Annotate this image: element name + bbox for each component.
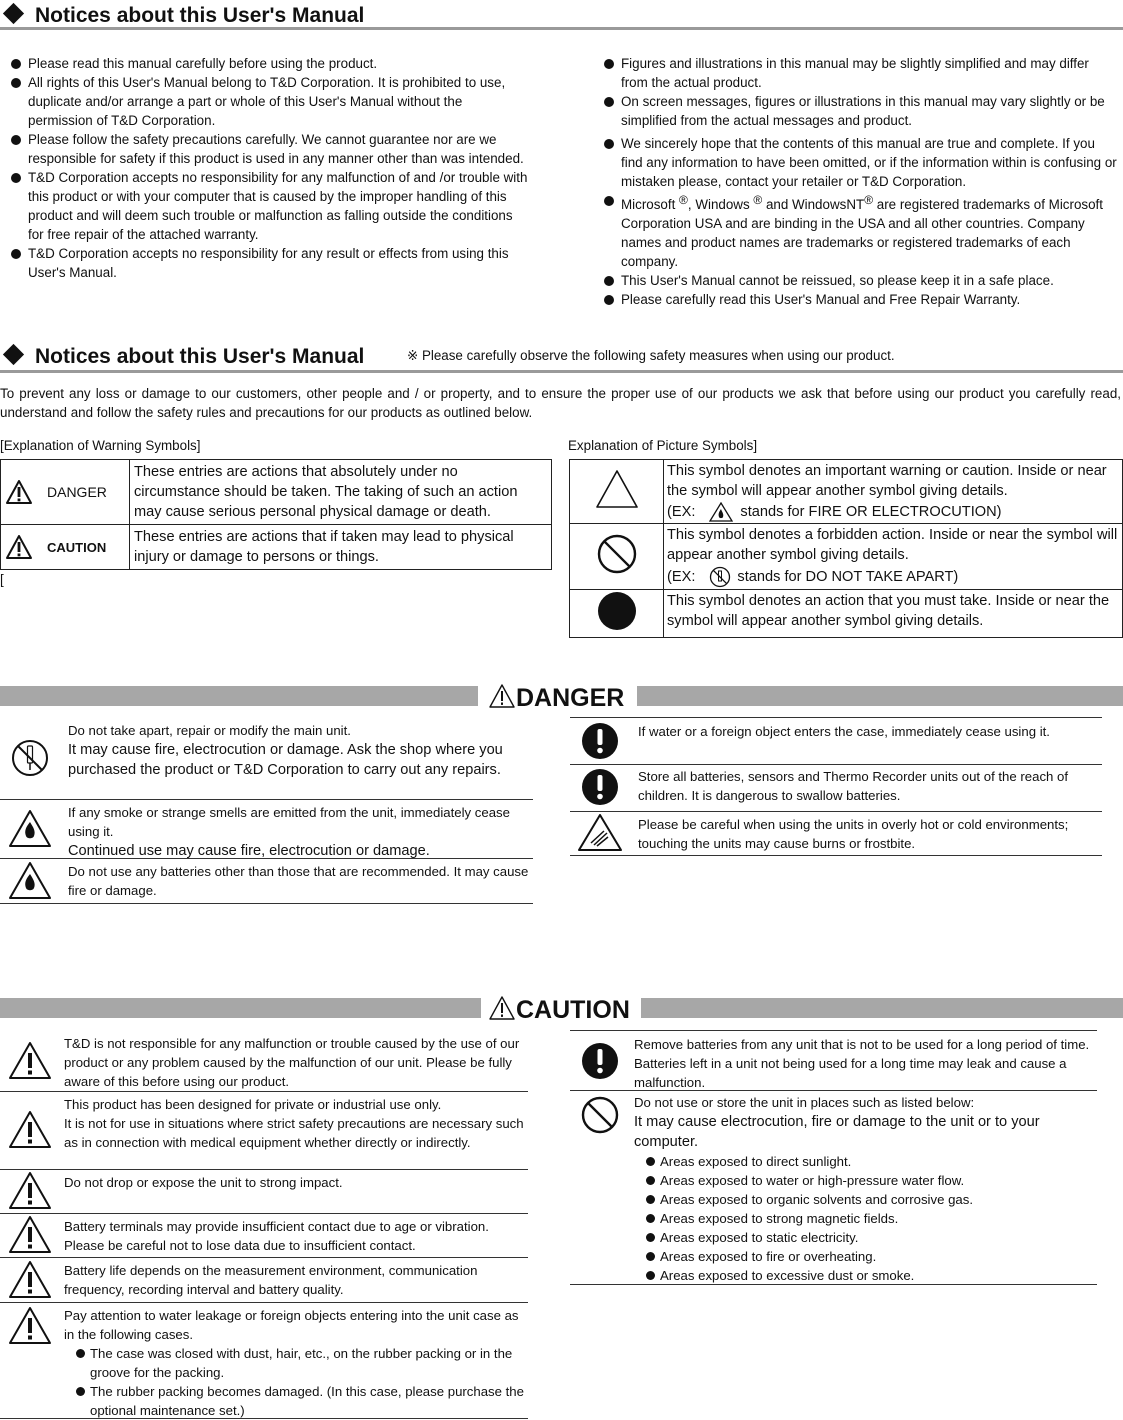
- table-row: [570, 460, 1123, 524]
- caution-title: CAUTION: [488, 995, 630, 1024]
- warning-symbols-heading: [Explanation of Warning Symbols]: [0, 438, 201, 453]
- section1-left-column: [10, 54, 530, 282]
- bullet-icon: [604, 59, 614, 69]
- list-item: Do not use or store the unit in places such as listed below: It may cause electrocution, fire or damage to the unit or to your computer. Areas exposed to direct sunlight. Areas exposed to water or high-pressure water flow. Areas exposed to organic solvents and corrosive gas. Areas exposed to strong magnetic fields. Areas exposed to static electricity. Areas exposed to fire or overheating. Areas exposed to excessive dust or smoke.: [570, 1089, 1097, 1285]
- list-item: Do not drop or expose the unit to strong impact.: [0, 1169, 528, 1214]
- bullet-icon: [604, 295, 614, 305]
- caution-band-left: [0, 998, 481, 1018]
- danger-label-cell: [1, 460, 130, 525]
- fire-warning-icon: [709, 502, 733, 522]
- symbol-cell: [570, 524, 664, 590]
- list-item: Please carefully read this User's Manual and Free Repair Warranty.: [603, 290, 1118, 309]
- bullet-icon: [646, 1195, 655, 1204]
- table-row: [1, 460, 552, 525]
- sub-list-item: The case was closed with dust, hair, etc., on the rubber packing or in the groove for the packing.: [64, 1344, 524, 1382]
- warning-triangle-icon: [8, 1306, 52, 1346]
- bullet-icon: [76, 1387, 85, 1396]
- list-item: All rights of this User's Manual belong to T&D Corporation. It is prohibited to use, duplicate and/or arrange a part or whole of this User's Manual without the permission of T&D Corporation.: [10, 73, 530, 130]
- section1-right-column: [603, 54, 1118, 309]
- section2-title: Notices about this User's Manual: [35, 345, 365, 368]
- caution-label-cell: [1, 525, 130, 570]
- symbol-description: This symbol denotes an action that you must take. Inside or near the symbol will appear another symbol giving details.: [664, 590, 1123, 638]
- danger-left-list: [0, 717, 533, 904]
- caution-description: These entries are actions that if taken may lead to physical injury or damage to persons or things.: [130, 525, 552, 570]
- warning-triangle-icon: [8, 1110, 52, 1150]
- bullet-icon: [604, 97, 614, 107]
- fire-warning-icon: [8, 861, 52, 901]
- warning-triangle-icon: [8, 1260, 52, 1300]
- list-item: On screen messages, figures or illustrations in this manual may vary slightly or be simplified from the actual messages and product.: [603, 92, 1118, 130]
- section1-title-row: [0, 4, 1123, 28]
- section1-rule: [0, 27, 1123, 30]
- sub-list-item: Areas exposed to direct sunlight.: [634, 1152, 1093, 1171]
- bullet-icon: [11, 78, 21, 88]
- list-item: Please read this manual carefully before using the product.: [10, 54, 530, 73]
- symbol-description: This symbol denotes an important warning or caution. Inside or near the symbol will appear another symbol giving details. (EX: stands for FIRE OR ELECTROCUTION): [664, 460, 1123, 524]
- section1-title: Notices about this User's Manual: [35, 4, 365, 27]
- bullet-icon: [646, 1233, 655, 1242]
- danger-band-right: [637, 686, 1123, 706]
- warning-triangle-icon: [488, 995, 516, 1021]
- list-item: Do not use any batteries other than those that are recommended. It may cause fire or damage.: [0, 858, 533, 904]
- section2-note: ※ Please carefully observe the following safety measures when using our product.: [407, 348, 895, 363]
- no-disassembly-icon: [10, 738, 50, 778]
- table-row: [1, 525, 552, 570]
- section2-header: [0, 345, 1123, 369]
- caution-left-list: [0, 1030, 528, 1420]
- list-item: Remove batteries from any unit that is not to be used for a long period of time. Batteries left in a unit not being used for a long time may leak and cause a malfunction.: [570, 1030, 1097, 1091]
- caution-band-right: [641, 998, 1123, 1018]
- mandatory-action-icon: [596, 590, 638, 632]
- bullet-icon: [646, 1252, 655, 1261]
- caution-label: CAUTION: [47, 539, 107, 555]
- warning-symbols-table: [0, 459, 552, 570]
- section1-header: [0, 4, 1123, 28]
- symbol-cell: [570, 590, 664, 638]
- list-item: If any smoke or strange smells are emitted from the unit, immediately cease using it. Continued use may cause fire, electrocution or damage.: [0, 799, 533, 859]
- warning-triangle-icon: [5, 534, 33, 560]
- sub-list-item: The rubber packing becomes damaged. (In this case, please purchase the optional maintenance set.): [64, 1382, 524, 1420]
- prohibited-symbol-icon: [596, 533, 638, 575]
- list-item: We sincerely hope that the contents of this manual are true and complete. If you find any information to have been omitted, or if the information within is confusing or mistaken please, contact your retailer or T&D Corporation.: [603, 134, 1118, 191]
- diamond-icon: [3, 3, 24, 24]
- list-item: Figures and illustrations in this manual may be slightly simplified and may differ from the actual product.: [603, 54, 1118, 92]
- list-item: Do not take apart, repair or modify the main unit. It may cause fire, electrocution or damage. Ask the shop where you purchased the product or T&D Corporation to carry out any repairs.: [0, 717, 533, 800]
- list-item: If water or a foreign object enters the case, immediately cease using it.: [570, 717, 1102, 765]
- stray-bracket: [: [0, 572, 4, 587]
- list-item: This product has been designed for private or industrial use only. It is not for use in situations where strict safety precautions are necessary such as in connection with medical equipment whether directly or indirectly.: [0, 1091, 528, 1170]
- danger-description: These entries are actions that absolutely under no circumstance should be taken. The taking of such an action may cause serious personal physical damage or death.: [130, 460, 552, 525]
- danger-label: DANGER: [47, 484, 107, 500]
- hot-cold-surface-icon: [577, 813, 623, 853]
- bullet-icon: [646, 1157, 655, 1166]
- bullet-icon: [11, 249, 21, 259]
- section2-title-row: [0, 345, 364, 369]
- danger-title: DANGER: [488, 683, 624, 712]
- bullet-icon: [604, 276, 614, 286]
- warning-triangle-icon: [8, 1171, 52, 1211]
- sub-list-item: Areas exposed to fire or overheating.: [634, 1247, 1093, 1266]
- list-item: Store all batteries, sensors and Thermo Recorder units out of the reach of children. It is dangerous to swallow batteries.: [570, 763, 1102, 812]
- picture-symbols-table: [569, 459, 1123, 638]
- list-item: This User's Manual cannot be reissued, so please keep it in a safe place.: [603, 271, 1118, 290]
- danger-right-list: [570, 717, 1102, 857]
- list-item: Please follow the safety precautions carefully. We cannot guarantee nor are we responsible for safety if this product is used in any manner other than was intended.: [10, 130, 530, 168]
- bullet-icon: [76, 1349, 85, 1358]
- sub-list-item: Areas exposed to organic solvents and corrosive gas.: [634, 1190, 1093, 1209]
- mandatory-action-icon: [580, 1041, 620, 1081]
- list-item: Pay attention to water leakage or foreign objects entering into the unit case as in the following cases. The case was closed with dust, hair, etc., on the rubber packing or in the groove for the packing. The rubber packing becomes damaged. (In this case, please purchase the optional maintenance set.): [0, 1302, 528, 1419]
- symbol-description: This symbol denotes a forbidden action. Inside or near the symbol will appear another symbol giving details. (EX: stands for DO NOT TAKE APART): [664, 524, 1123, 590]
- bullet-icon: [646, 1214, 655, 1223]
- list-item: Please be careful when using the units in overly hot or cold environments; touching the units may cause burns or frostbite.: [570, 811, 1102, 856]
- sub-list-item: Areas exposed to static electricity.: [634, 1228, 1093, 1247]
- list-item: Battery life depends on the measurement environment, communication frequency, recording interval and battery quality.: [0, 1257, 528, 1303]
- warning-triangle-icon: [5, 479, 33, 505]
- bullet-icon: [646, 1271, 655, 1280]
- warning-triangle-icon: [8, 1215, 52, 1255]
- section2-intro: To prevent any loss or damage to our customers, other people and / or property, and to ensure the proper use of our products we ask that before using our product you carefully read, understand and follow the safety rules and precautions for our products as outlined below.: [0, 386, 1121, 420]
- symbol-cell: [570, 460, 664, 524]
- prohibited-symbol-icon: [580, 1095, 620, 1135]
- bullet-icon: [11, 59, 21, 69]
- warning-triangle-icon: [488, 683, 516, 709]
- triangle-symbol-icon: [595, 469, 639, 509]
- bullet-icon: [11, 135, 21, 145]
- section2-rule: [0, 370, 1123, 373]
- no-disassembly-icon: [709, 566, 731, 588]
- fire-warning-icon: [8, 809, 52, 849]
- mandatory-action-icon: [580, 767, 620, 807]
- sub-list-item: Areas exposed to water or high-pressure water flow.: [634, 1171, 1093, 1190]
- warning-triangle-icon: [8, 1041, 52, 1081]
- list-item: T&D is not responsible for any malfunction or trouble caused by the use of our product or any problem caused by the malfunction of our unit. Please be fully aware of this before using our product.: [0, 1030, 528, 1092]
- table-row: [570, 590, 1123, 638]
- bullet-icon: [646, 1176, 655, 1185]
- bullet-icon: [604, 196, 614, 206]
- diamond-icon: [3, 344, 24, 365]
- sub-list-item: Areas exposed to excessive dust or smoke.: [634, 1266, 1093, 1285]
- list-item: T&D Corporation accepts no responsibility for any result or effects from using this User's Manual.: [10, 244, 530, 282]
- trademark-item: Microsoft ®, Windows ® and WindowsNT® are registered trademarks of Microsoft Corporation USA and are binding in the USA and all other countries. Company names and product names are trademarks or registered trademarks of each company.: [603, 191, 1118, 271]
- table-row: [570, 524, 1123, 590]
- mandatory-action-icon: [580, 721, 620, 761]
- bullet-icon: [11, 173, 21, 183]
- list-item: T&D Corporation accepts no responsibility for any malfunction of and /or trouble with this product or with your computer that is caused by the improper handling of this product and will deem such trouble or malfunction as falling outside the conditions for free repair of the attached warranty.: [10, 168, 530, 244]
- caution-right-list: [570, 1030, 1097, 1286]
- picture-symbols-heading: Explanation of Picture Symbols]: [568, 438, 758, 453]
- sub-list-item: Areas exposed to strong magnetic fields.: [634, 1209, 1093, 1228]
- list-item: Battery terminals may provide insufficient contact due to age or vibration. Please be careful not to lose data due to insufficient contact.: [0, 1213, 528, 1258]
- danger-band-left: [0, 686, 478, 706]
- bullet-icon: [604, 139, 614, 149]
